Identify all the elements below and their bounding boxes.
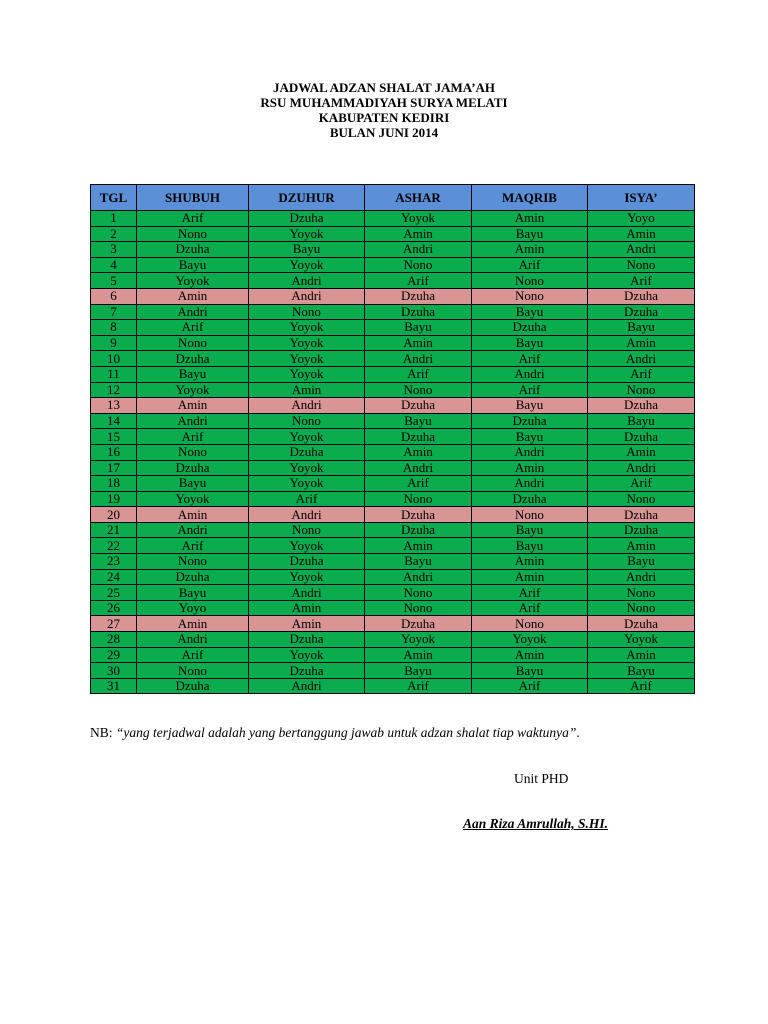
name-cell: Nono xyxy=(472,507,588,523)
name-cell: Dzuha xyxy=(588,522,695,538)
name-cell: Arif xyxy=(588,476,695,492)
title-line-2: RSU MUHAMMADIYAH SURYA MELATI xyxy=(260,95,508,110)
name-cell: Amin xyxy=(472,460,588,476)
name-cell: Andri xyxy=(365,351,472,367)
name-cell: Amin xyxy=(365,538,472,554)
date-cell: 14 xyxy=(91,413,137,429)
table-row xyxy=(91,320,695,336)
name-cell: Bayu xyxy=(588,320,695,336)
name-cell: Nono xyxy=(137,335,249,351)
name-cell: Nono xyxy=(365,257,472,273)
name-cell: Nono xyxy=(137,444,249,460)
name-cell: Yoyok xyxy=(249,460,365,476)
table-row xyxy=(91,491,695,507)
name-cell: Bayu xyxy=(588,554,695,570)
name-cell: Amin xyxy=(365,226,472,242)
name-cell: Yoyok xyxy=(249,647,365,663)
date-cell: 2 xyxy=(91,226,137,242)
name-cell: Arif xyxy=(137,647,249,663)
title-line-4: BULAN JUNI 2014 xyxy=(329,125,439,140)
table-row xyxy=(91,647,695,663)
table-row xyxy=(91,554,695,570)
name-cell: Nono xyxy=(137,554,249,570)
date-cell: 20 xyxy=(91,507,137,523)
name-cell: Amin xyxy=(365,444,472,460)
name-cell: Yoyok xyxy=(472,632,588,648)
name-cell: Amin xyxy=(588,647,695,663)
table-row xyxy=(91,382,695,398)
name-cell: Nono xyxy=(249,522,365,538)
date-cell: 7 xyxy=(91,304,137,320)
name-cell: Dzuha xyxy=(588,429,695,445)
table-row xyxy=(91,273,695,289)
name-cell: Yoyok xyxy=(249,351,365,367)
name-cell: Yoyok xyxy=(588,632,695,648)
name-cell: Arif xyxy=(249,491,365,507)
name-cell: Nono xyxy=(472,616,588,632)
note-text: “yang terjadwal adalah yang bertanggung jawab untuk adzan shalat tiap waktunya” xyxy=(115,725,577,740)
name-cell: Nono xyxy=(588,600,695,616)
name-cell: Bayu xyxy=(365,663,472,679)
name-cell: Dzuha xyxy=(249,211,365,227)
name-cell: Arif xyxy=(137,538,249,554)
name-cell: Amin xyxy=(472,242,588,258)
name-cell: Amin xyxy=(588,335,695,351)
name-cell: Dzuha xyxy=(137,242,249,258)
name-cell: Dzuha xyxy=(365,398,472,414)
date-cell: 31 xyxy=(91,678,137,694)
name-cell: Bayu xyxy=(588,663,695,679)
name-cell: Bayu xyxy=(472,304,588,320)
unit-label: Unit PHD xyxy=(514,771,569,786)
name-cell: Bayu xyxy=(137,585,249,601)
document-title xyxy=(0,80,768,140)
date-cell: 23 xyxy=(91,554,137,570)
date-cell: 18 xyxy=(91,476,137,492)
name-cell: Amin xyxy=(472,211,588,227)
name-cell: Yoyo xyxy=(137,600,249,616)
name-cell: Dzuha xyxy=(365,288,472,304)
name-cell: Dzuha xyxy=(137,460,249,476)
name-cell: Bayu xyxy=(365,554,472,570)
name-cell: Arif xyxy=(472,382,588,398)
date-cell: 30 xyxy=(91,663,137,679)
date-cell: 9 xyxy=(91,335,137,351)
name-cell: Amin xyxy=(588,444,695,460)
table-row xyxy=(91,398,695,414)
table-row xyxy=(91,476,695,492)
name-cell: Amin xyxy=(472,554,588,570)
name-cell: Andri xyxy=(588,569,695,585)
date-cell: 21 xyxy=(91,522,137,538)
name-cell: Nono xyxy=(249,413,365,429)
name-cell: Andri xyxy=(249,585,365,601)
name-cell: Andri xyxy=(249,398,365,414)
name-cell: Bayu xyxy=(472,398,588,414)
name-cell: Bayu xyxy=(365,413,472,429)
name-cell: Dzuha xyxy=(365,522,472,538)
table-row xyxy=(91,569,695,585)
name-cell: Nono xyxy=(365,491,472,507)
name-cell: Amin xyxy=(588,538,695,554)
title-line-1: JADWAL ADZAN SHALAT JAMA’AH xyxy=(272,80,496,95)
name-cell: Amin xyxy=(137,507,249,523)
name-cell: Dzuha xyxy=(365,507,472,523)
name-cell: Andri xyxy=(249,678,365,694)
name-cell: Dzuha xyxy=(137,351,249,367)
name-cell: Amin xyxy=(472,647,588,663)
date-cell: 29 xyxy=(91,647,137,663)
table-row xyxy=(91,444,695,460)
name-cell: Yoyok xyxy=(365,211,472,227)
name-cell: Bayu xyxy=(472,226,588,242)
name-cell: Arif xyxy=(365,273,472,289)
date-cell: 27 xyxy=(91,616,137,632)
name-cell: Andri xyxy=(472,444,588,460)
date-cell: 17 xyxy=(91,460,137,476)
column-header: DZUHUR xyxy=(249,185,365,211)
name-cell: Bayu xyxy=(137,257,249,273)
column-header: ISYA’ xyxy=(588,185,695,211)
table-row xyxy=(91,288,695,304)
schedule-table xyxy=(90,184,695,694)
name-cell: Arif xyxy=(365,366,472,382)
name-cell: Yoyok xyxy=(249,366,365,382)
date-cell: 10 xyxy=(91,351,137,367)
name-cell: Bayu xyxy=(472,538,588,554)
name-cell: Dzuha xyxy=(137,569,249,585)
date-cell: 26 xyxy=(91,600,137,616)
name-cell: Andri xyxy=(365,460,472,476)
name-cell: Andri xyxy=(249,288,365,304)
name-cell: Arif xyxy=(472,257,588,273)
name-cell: Arif xyxy=(137,320,249,336)
name-cell: Dzuha xyxy=(588,304,695,320)
name-cell: Arif xyxy=(588,366,695,382)
date-cell: 28 xyxy=(91,632,137,648)
name-cell: Andri xyxy=(588,351,695,367)
name-cell: Andri xyxy=(365,569,472,585)
table-row xyxy=(91,585,695,601)
table-row xyxy=(91,538,695,554)
name-cell: Nono xyxy=(472,273,588,289)
name-cell: Nono xyxy=(137,663,249,679)
name-cell: Amin xyxy=(249,382,365,398)
name-cell: Yoyok xyxy=(249,429,365,445)
name-cell: Andri xyxy=(137,413,249,429)
name-cell: Amin xyxy=(472,569,588,585)
name-cell: Bayu xyxy=(365,320,472,336)
name-cell: Dzuha xyxy=(472,413,588,429)
name-cell: Andri xyxy=(472,476,588,492)
table-row xyxy=(91,600,695,616)
table-row xyxy=(91,429,695,445)
name-cell: Dzuha xyxy=(472,491,588,507)
name-cell: Yoyok xyxy=(137,491,249,507)
name-cell: Amin xyxy=(137,616,249,632)
name-cell: Arif xyxy=(588,273,695,289)
name-cell: Nono xyxy=(365,600,472,616)
date-cell: 3 xyxy=(91,242,137,258)
name-cell: Yoyok xyxy=(249,476,365,492)
name-cell: Dzuha xyxy=(249,554,365,570)
name-cell: Nono xyxy=(137,226,249,242)
name-cell: Bayu xyxy=(472,663,588,679)
name-cell: Arif xyxy=(472,351,588,367)
name-cell: Dzuha xyxy=(588,616,695,632)
name-cell: Yoyok xyxy=(249,226,365,242)
signatory-name: Aan Riza Amrullah, S.HI. xyxy=(463,816,609,831)
name-cell: Andri xyxy=(365,242,472,258)
name-cell: Arif xyxy=(365,476,472,492)
name-cell: Arif xyxy=(472,600,588,616)
name-cell: Andri xyxy=(472,366,588,382)
column-header: TGL xyxy=(91,185,137,211)
date-cell: 5 xyxy=(91,273,137,289)
name-cell: Bayu xyxy=(472,429,588,445)
name-cell: Amin xyxy=(588,226,695,242)
table-row xyxy=(91,257,695,273)
name-cell: Yoyok xyxy=(137,382,249,398)
name-cell: Andri xyxy=(249,273,365,289)
name-cell: Amin xyxy=(365,335,472,351)
table-row xyxy=(91,304,695,320)
name-cell: Nono xyxy=(588,585,695,601)
name-cell: Bayu xyxy=(588,413,695,429)
column-header: MAQRIB xyxy=(472,185,588,211)
table-row xyxy=(91,460,695,476)
name-cell: Bayu xyxy=(472,522,588,538)
name-cell: Yoyok xyxy=(249,257,365,273)
name-cell: Yoyok xyxy=(249,538,365,554)
table-row xyxy=(91,632,695,648)
title-line-3: KABUPATEN KEDIRI xyxy=(318,110,450,125)
date-cell: 16 xyxy=(91,444,137,460)
date-cell: 25 xyxy=(91,585,137,601)
name-cell: Arif xyxy=(472,678,588,694)
note-prefix: NB: xyxy=(90,725,116,740)
table-row xyxy=(91,366,695,382)
name-cell: Arif xyxy=(137,211,249,227)
name-cell: Dzuha xyxy=(588,398,695,414)
column-header: ASHAR xyxy=(365,185,472,211)
name-cell: Dzuha xyxy=(365,429,472,445)
name-cell: Nono xyxy=(588,257,695,273)
name-cell: Nono xyxy=(472,288,588,304)
schedule-body xyxy=(91,211,695,694)
date-cell: 24 xyxy=(91,569,137,585)
name-cell: Andri xyxy=(588,242,695,258)
name-cell: Arif xyxy=(588,678,695,694)
name-cell: Yoyok xyxy=(365,632,472,648)
name-cell: Dzuha xyxy=(365,304,472,320)
date-cell: 19 xyxy=(91,491,137,507)
table-header-row xyxy=(91,185,695,211)
table-row xyxy=(91,522,695,538)
date-cell: 15 xyxy=(91,429,137,445)
name-cell: Andri xyxy=(137,304,249,320)
date-cell: 12 xyxy=(91,382,137,398)
table-row xyxy=(91,663,695,679)
table-row xyxy=(91,351,695,367)
name-cell: Yoyok xyxy=(249,569,365,585)
name-cell: Bayu xyxy=(137,366,249,382)
table-row xyxy=(91,507,695,523)
name-cell: Amin xyxy=(137,398,249,414)
date-cell: 1 xyxy=(91,211,137,227)
name-cell: Arif xyxy=(137,429,249,445)
name-cell: Dzuha xyxy=(588,507,695,523)
table-row xyxy=(91,226,695,242)
date-cell: 11 xyxy=(91,366,137,382)
name-cell: Nono xyxy=(588,382,695,398)
name-cell: Yoyo xyxy=(588,211,695,227)
table-row xyxy=(91,242,695,258)
name-cell: Dzuha xyxy=(249,663,365,679)
name-cell: Dzuha xyxy=(249,632,365,648)
name-cell: Amin xyxy=(249,600,365,616)
date-cell: 22 xyxy=(91,538,137,554)
name-cell: Dzuha xyxy=(137,678,249,694)
name-cell: Andri xyxy=(137,632,249,648)
table-row xyxy=(91,678,695,694)
name-cell: Amin xyxy=(249,616,365,632)
table-row xyxy=(91,335,695,351)
table-row xyxy=(91,413,695,429)
column-header: SHUBUH xyxy=(137,185,249,211)
note xyxy=(90,725,580,741)
name-cell: Yoyok xyxy=(249,335,365,351)
date-cell: 4 xyxy=(91,257,137,273)
name-cell: Andri xyxy=(137,522,249,538)
name-cell: Nono xyxy=(249,304,365,320)
name-cell: Bayu xyxy=(249,242,365,258)
name-cell: Yoyok xyxy=(137,273,249,289)
name-cell: Andri xyxy=(588,460,695,476)
name-cell: Yoyok xyxy=(249,320,365,336)
name-cell: Andri xyxy=(249,507,365,523)
table-row xyxy=(91,211,695,227)
name-cell: Amin xyxy=(137,288,249,304)
table-row xyxy=(91,616,695,632)
date-cell: 8 xyxy=(91,320,137,336)
name-cell: Amin xyxy=(365,647,472,663)
name-cell: Dzuha xyxy=(588,288,695,304)
name-cell: Bayu xyxy=(472,335,588,351)
date-cell: 6 xyxy=(91,288,137,304)
name-cell: Nono xyxy=(588,491,695,507)
name-cell: Dzuha xyxy=(365,616,472,632)
date-cell: 13 xyxy=(91,398,137,414)
name-cell: Nono xyxy=(365,585,472,601)
name-cell: Arif xyxy=(472,585,588,601)
name-cell: Dzuha xyxy=(249,444,365,460)
name-cell: Bayu xyxy=(137,476,249,492)
name-cell: Arif xyxy=(365,678,472,694)
note-suffix: . xyxy=(576,725,580,740)
name-cell: Dzuha xyxy=(472,320,588,336)
name-cell: Nono xyxy=(365,382,472,398)
